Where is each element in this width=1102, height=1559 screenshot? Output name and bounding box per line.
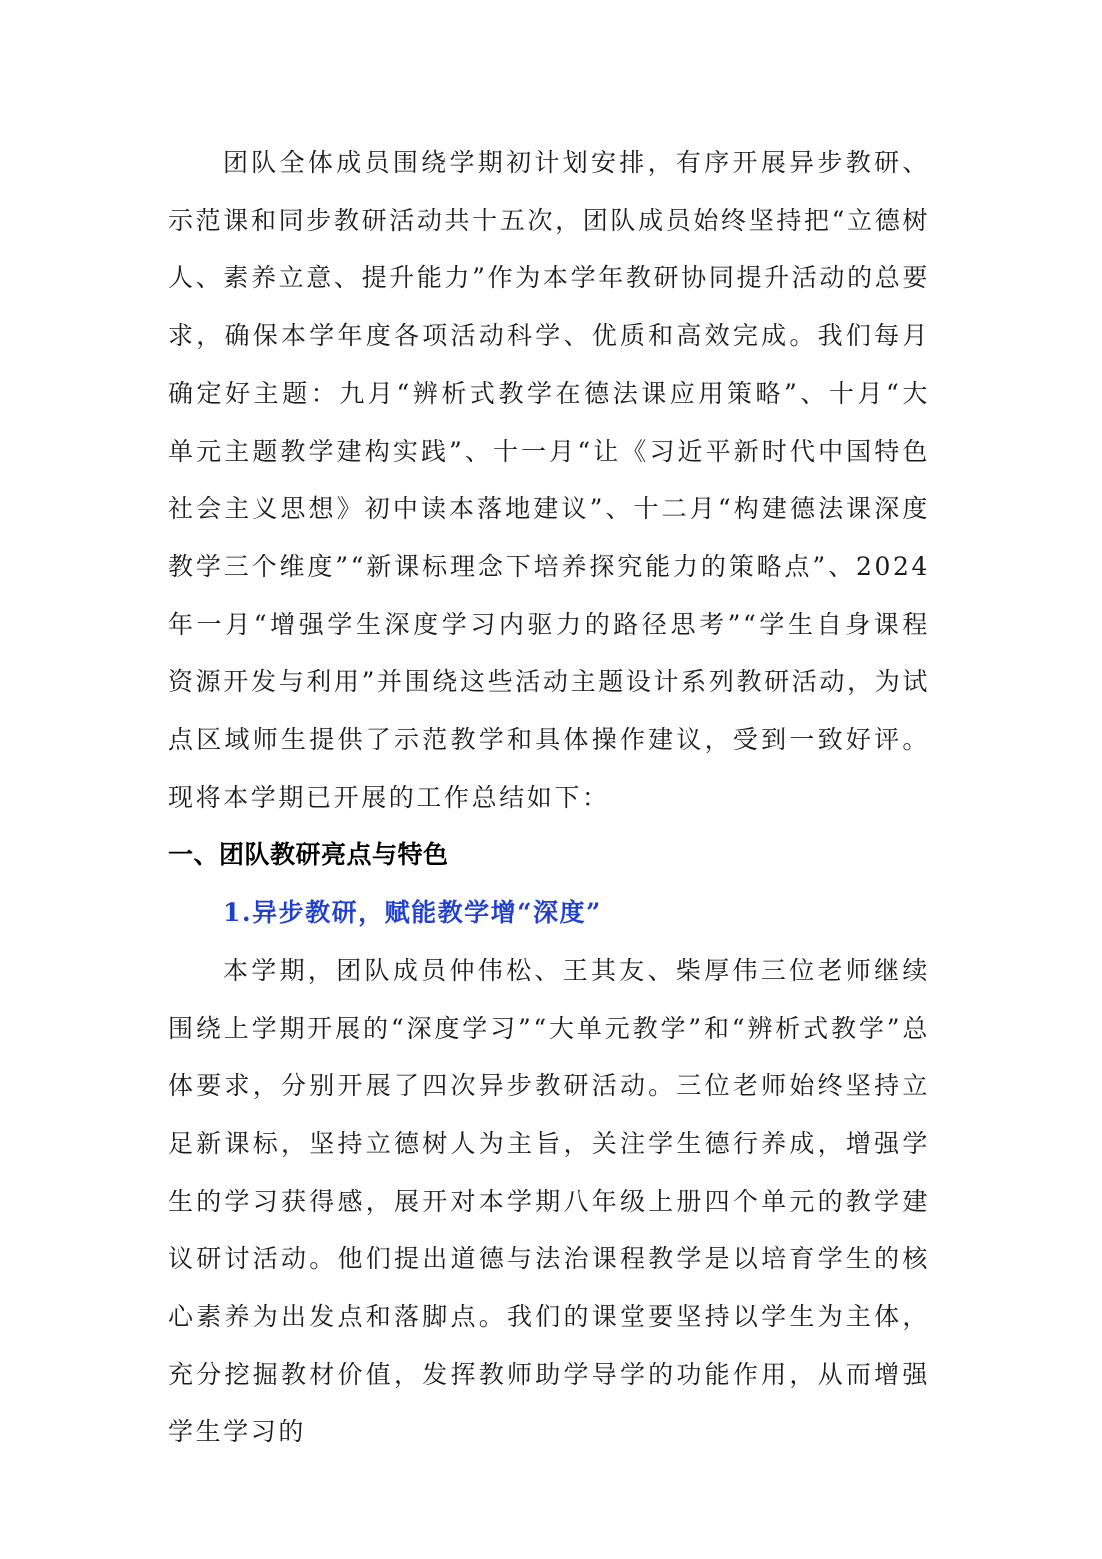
intro-paragraph: 团队全体成员围绕学期初计划安排，有序开展异步教研、示范课和同步教研活动共十五次，团队成员始终坚持把“立德树人、素养立意、提升能力”作为本学年教研协同提升活动的总要求，确保本学年度各项活动科学、优质和高效完成。我们每月确定好主题：九月“辨析式教学在德法课应用策略”、十月“大单元主题教学建构实践”、十一月“让《习近平新时代中国特色社会主义思想》初中读本落地建议”、十二月“构建德法课深度教学三个维度”“新课标理念下培养探究能力的策略点”、2024年一月“增强学生深度学习内驱力的路径思考”“学生自身课程资源开发与利用”并围绕这些活动主题设计系列教研活动，为试点区域师生提供了示范教学和具体操作建议，受到一致好评。现将本学期已开展的工作总结如下： <box>168 148 930 812</box>
body-paragraph: 本学期，团队成员仲伟松、王其友、柴厚伟三位老师继续围绕上学期开展的“深度学习”“大单元教学”和“辨析式教学”总体要求，分别开展了四次异步教研活动。三位老师始终坚持立足新课标，坚持立德树人为主旨，关注学生德行养成，增强学生的学习获得感，展开对本学期八年级上册四个单元的教学建议研讨活动。他们提出道德与法治课程教学是以培育学生的核心素养为出发点和落脚点。我们的课堂要坚持以学生为主体，充分挖掘教材价值，发挥教师助学导学的功能作用，从而增强学生学习的 <box>168 955 930 1447</box>
subheading: 1.异步教研，赋能教学增“深度” <box>223 898 602 928</box>
section-heading: 一、团队教研亮点与特色 <box>168 840 449 870</box>
document-page <box>168 134 930 1461</box>
